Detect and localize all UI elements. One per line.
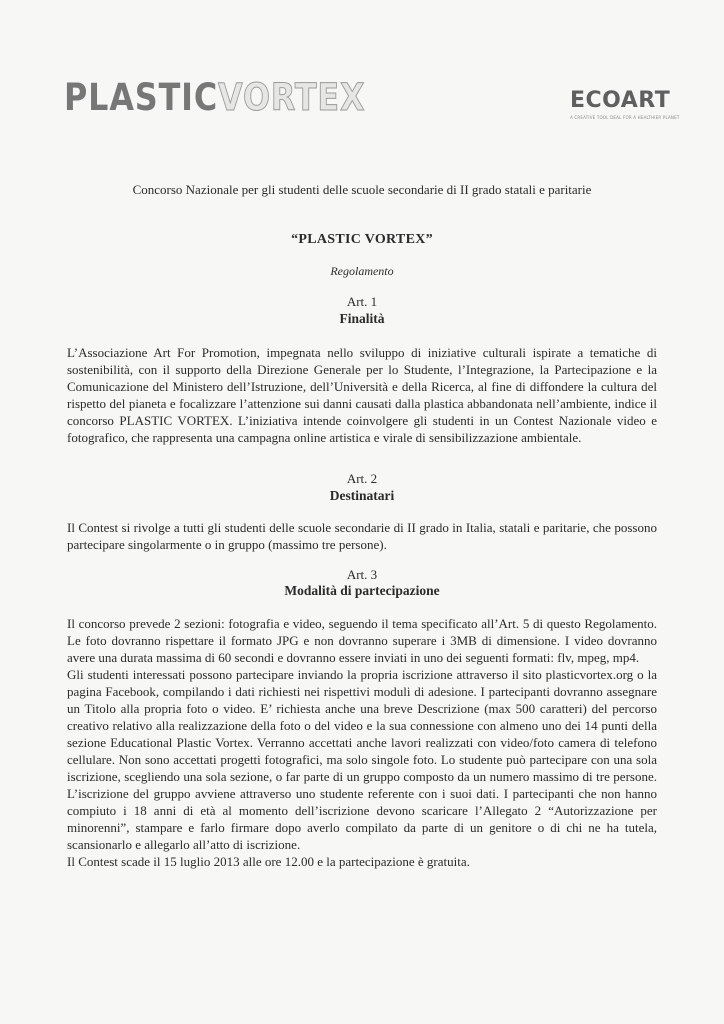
ecoart-logo — [570, 88, 680, 120]
ecoart-logo-tagline: A CREATIVE TOOL DEAL FOR A HEALTHIER PLANET — [570, 115, 680, 120]
intro-line: Concorso Nazionale per gli studenti delle scuole secondarie di II grado statali e paritarie — [132, 182, 592, 197]
document-subtitle: Regolamento — [330, 264, 394, 278]
article-3-heading: Modalità di partecipazione — [284, 583, 440, 598]
ecoart-logo-name: ECOART — [570, 88, 671, 113]
logo-vortex-text: VORTEX — [218, 76, 366, 119]
article-1-body — [67, 344, 657, 446]
article-2-number: Art. 2 — [346, 471, 378, 486]
article-2-heading: Destinatari — [329, 488, 395, 503]
article-1-paragraph: L’Associazione Art For Promotion, impegnata nello sviluppo di iniziative culturali ispirate a tematiche di sostenibilità, con il supporto della Direzione Generale per lo Studente, l’Integrazione, la Partecipazione e la Comunicazione del Ministero dell’Istruzione, dell’Università e della Ricerca, al fine di diffondere la cultura del rispetto del pianeta e focalizzare l’attenzione sui danni causati dalla plastica abbandonata nell’ambiente, indice il concorso PLASTIC VORTEX. L’iniziativa intende coinvolgere gli studenti in un Contest Nazionale video e fotografico, che rappresenta una campagna online artistica e virale di sensibilizzazione ambientale. — [67, 345, 657, 445]
article-3-paragraph-1: Il concorso prevede 2 sezioni: fotografia e video, seguendo il tema specificato all’Art. 5 di questo Regolamento. Le foto dovranno rispettare il formato JPG e non dovranno superare i 3MB di dimensione. I video dovranno avere una durata massima di 60 secondi e dovranno essere inviati in uno dei seguenti formati: flv, mpeg, mp4. — [67, 616, 657, 665]
article-1-number: Art. 1 — [346, 294, 378, 309]
article-3-number: Art. 3 — [346, 567, 378, 582]
document-title: “PLASTIC VORTEX” — [291, 232, 433, 247]
article-1-heading: Finalità — [339, 311, 385, 326]
article-2-body — [67, 519, 657, 553]
article-3-paragraph-3: Il Contest scade il 15 luglio 2013 alle ore 12.00 e la partecipazione è gratuita. — [67, 854, 470, 869]
article-2-paragraph: Il Contest si rivolge a tutti gli studenti delle scuole secondarie di II grado in Italia, statali e paritarie, che possono partecipare singolarmente o in gruppo (massimo tre persone). — [67, 520, 657, 552]
logo-plastic-text: PLASTIC — [64, 76, 219, 119]
article-3-paragraph-2: Gli studenti interessati possono partecipare inviando la propria iscrizione attraverso il sito plasticvortex.org o la pagina Facebook, compilando i dati richiesti nei rispettivi moduli di adesione. I partecipanti dovranno assegnare un Titolo alla propria foto o video. E’ richiesta anche una breve Descrizione (max 500 caratteri) del percorso creativo relativo alla realizzazione della foto o del video e la sua connessione con almeno uno dei 14 punti della sezione Educational Plastic Vortex. Verranno accettati anche lavori realizzati con video/foto camera di telefono cellulare. Non sono accettati progetti fotografici, ma solo singole foto. Lo studente può partecipare con una sola iscrizione, scegliendo una sola sezione, o far parte di un gruppo composto da un numero massimo di tre persone. L’iscrizione del gruppo avviene attraverso uno studente referente con i suoi dati. I partecipanti che non hanno compiuto i 18 anni di età al momento dell’iscrizione devono scaricare l’Allegato 2 “Autorizzazione per minorenni”, stampare e farlo firmare dopo averlo compilato da parte di un genitore o di chi ne ha tutela, scansionarlo e allegarlo all’atto di iscrizione. — [67, 667, 657, 852]
article-3-body — [67, 615, 657, 870]
plasticvortex-logo — [64, 76, 366, 119]
